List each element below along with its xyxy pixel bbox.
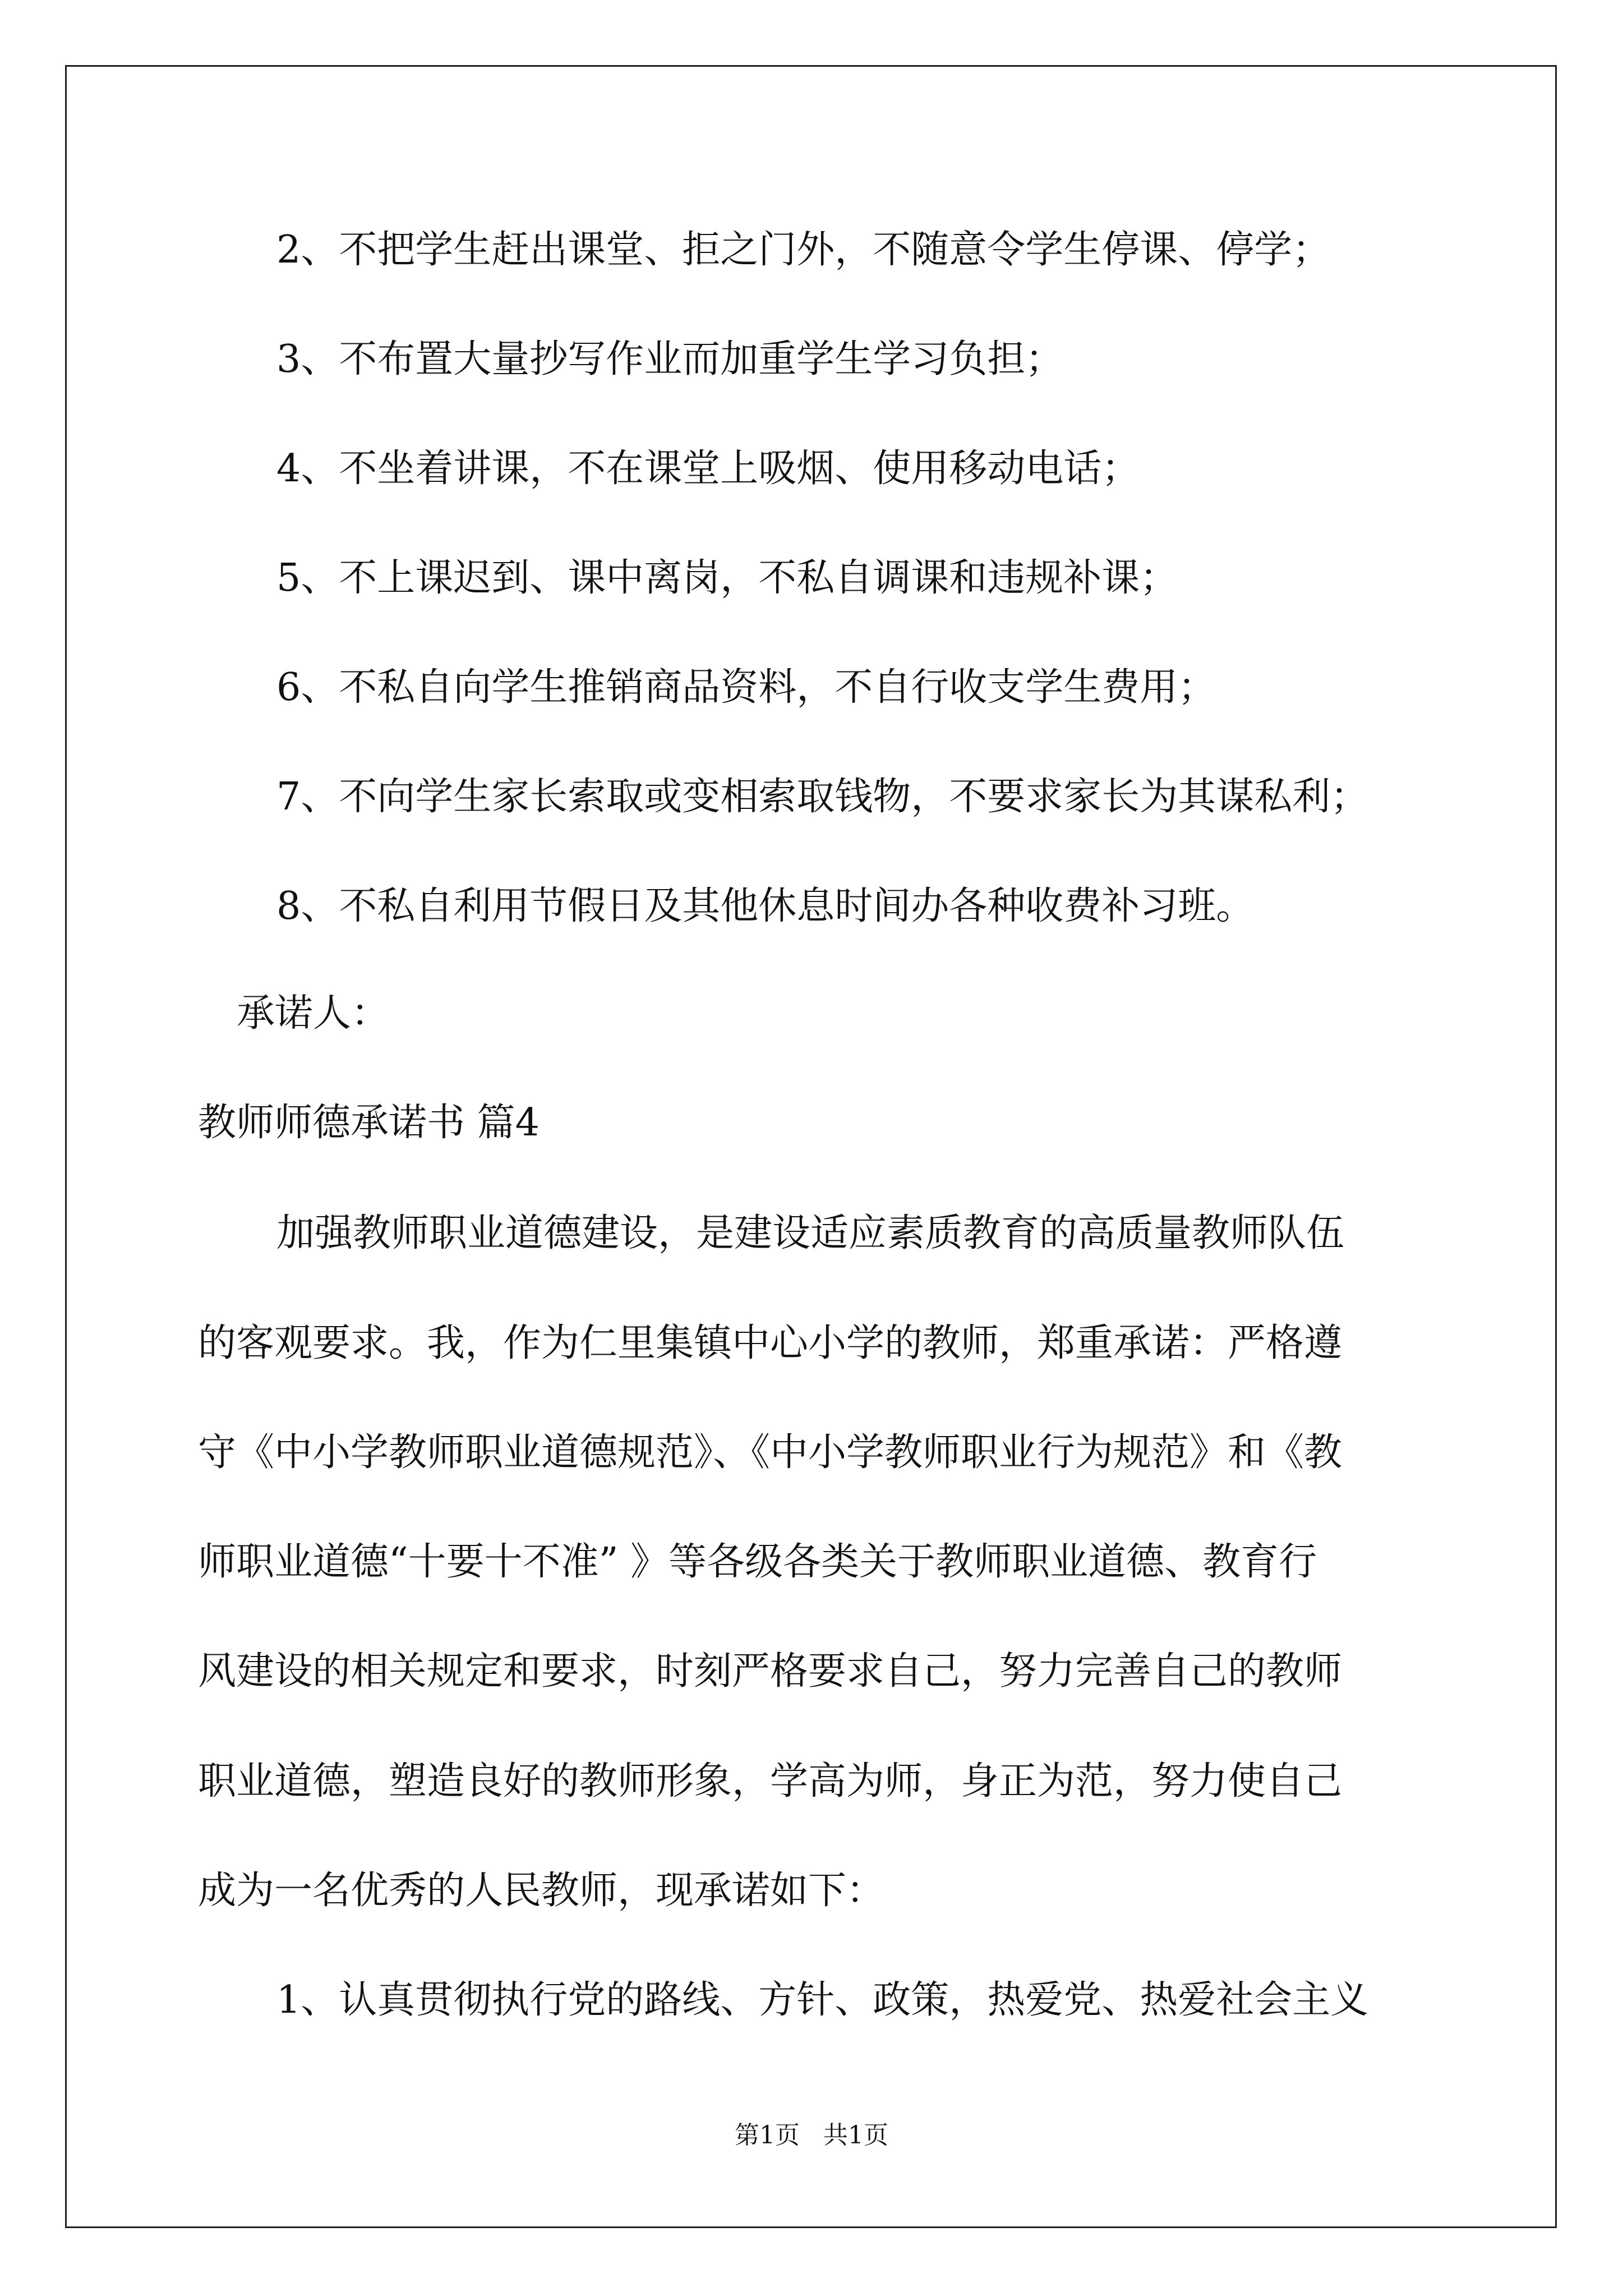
paragraph-item-2: 2、不把学生赶出课堂、拒之门外，不随意令学生停课、停学； <box>276 228 1331 272</box>
paragraph-item-6: 6、不私自向学生推销商品资料，不自行收支学生费用； <box>276 665 1216 710</box>
page-number-footer: 第1页 共1页 <box>735 2121 888 2150</box>
paragraph-item-4: 4、不坐着讲课，不在课堂上吸烟、使用移动电话； <box>276 447 1140 491</box>
paragraph-item-5: 5、不上课迟到、课中离岗，不私自调课和违规补课； <box>276 556 1178 600</box>
body-line-8: 1、认真贯彻执行党的路线、方针、政策，热爱党、热爱社会主义 <box>276 1978 1369 2022</box>
paragraph-item-3: 3、不布置大量抄写作业而加重学生学习负担； <box>276 337 1064 381</box>
body-line-2: 的客观要求。我，作为仁里集镇中心小学的教师，郑重承诺：严格遵 <box>198 1321 1343 1365</box>
paragraph-item-7: 7、不向学生家长索取或变相索取钱物，不要求家长为其谋私利； <box>276 775 1369 819</box>
body-line-5: 风建设的相关规定和要求，时刻严格要求自己，努力完善自己的教师 <box>198 1649 1343 1694</box>
paragraph-item-8: 8、不私自利用节假日及其他休息时间办各种收费补习班。 <box>276 884 1255 928</box>
body-line-4: 师职业道德“十要十不准” 》等各级各类关于教师职业道德、教育行 <box>198 1540 1317 1584</box>
body-line-1: 加强教师职业道德建设，是建设适应素质教育的高质量教师队伍 <box>276 1211 1345 1255</box>
body-line-7: 成为一名优秀的人民教师，现承诺如下： <box>198 1869 885 1913</box>
body-line-3: 守《中小学教师职业道德规范》、《中小学教师职业行为规范》和《教 <box>198 1430 1343 1475</box>
body-line-6: 职业道德，塑造良好的教师形象，学高为师，身正为范，努力使自己 <box>198 1759 1343 1803</box>
section-title: 教师师德承诺书 篇4 <box>198 1101 540 1145</box>
signature-label: 承诺人： <box>237 991 390 1036</box>
